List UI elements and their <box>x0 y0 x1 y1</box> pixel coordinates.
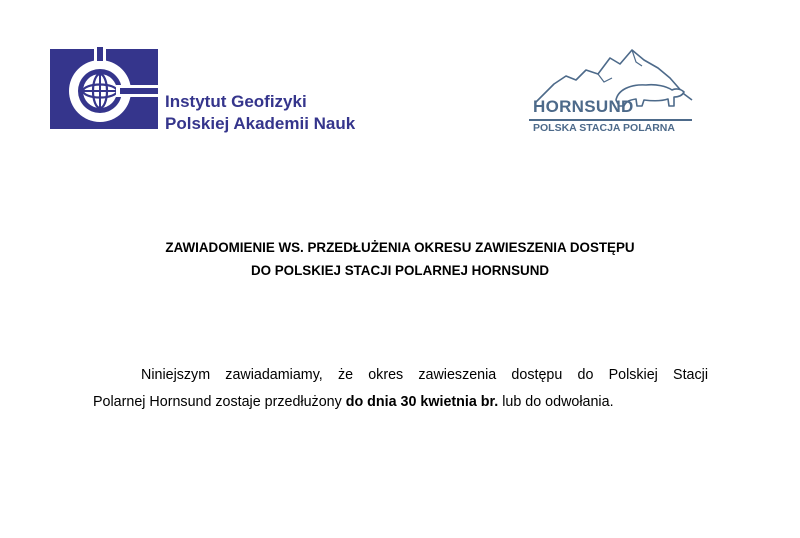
notice-body-line2 <box>93 389 708 416</box>
notice-deadline: do dnia 30 kwietnia br. <box>345 394 499 410</box>
institute-name-line2: Polskiej Akademii Nauk <box>165 114 356 133</box>
station-name: HORNSUND <box>533 97 634 116</box>
institute-name <box>165 91 355 135</box>
notice-title <box>0 236 800 282</box>
institute-emblem-icon <box>50 47 158 132</box>
station-logo-divider <box>529 119 692 121</box>
notice-body <box>93 362 708 416</box>
station-logo <box>524 44 699 136</box>
station-subtitle: POLSKA STACJA POLARNA <box>533 122 675 134</box>
notice-title-line2: DO POLSKIEJ STACJI POLARNEJ HORNSUND <box>250 263 550 278</box>
institute-logo <box>50 47 380 137</box>
notice-body-line2-start: Polarnej Hornsund zostaje przedłużony <box>93 394 346 410</box>
institute-name-line1: Instytut Geofizyki <box>165 92 307 111</box>
notice-body-line2-end: lub do odwołania. <box>498 394 614 410</box>
notice-body-line1: Niniejszym zawiadamiamy, że okres zawieszenia dostępu do Polskiej Stacji <box>141 367 708 383</box>
notice-title-line1: ZAWIADOMIENIE WS. PRZEDŁUŻENIA OKRESU ZAWIESZENIA DOSTĘPU <box>165 240 635 255</box>
